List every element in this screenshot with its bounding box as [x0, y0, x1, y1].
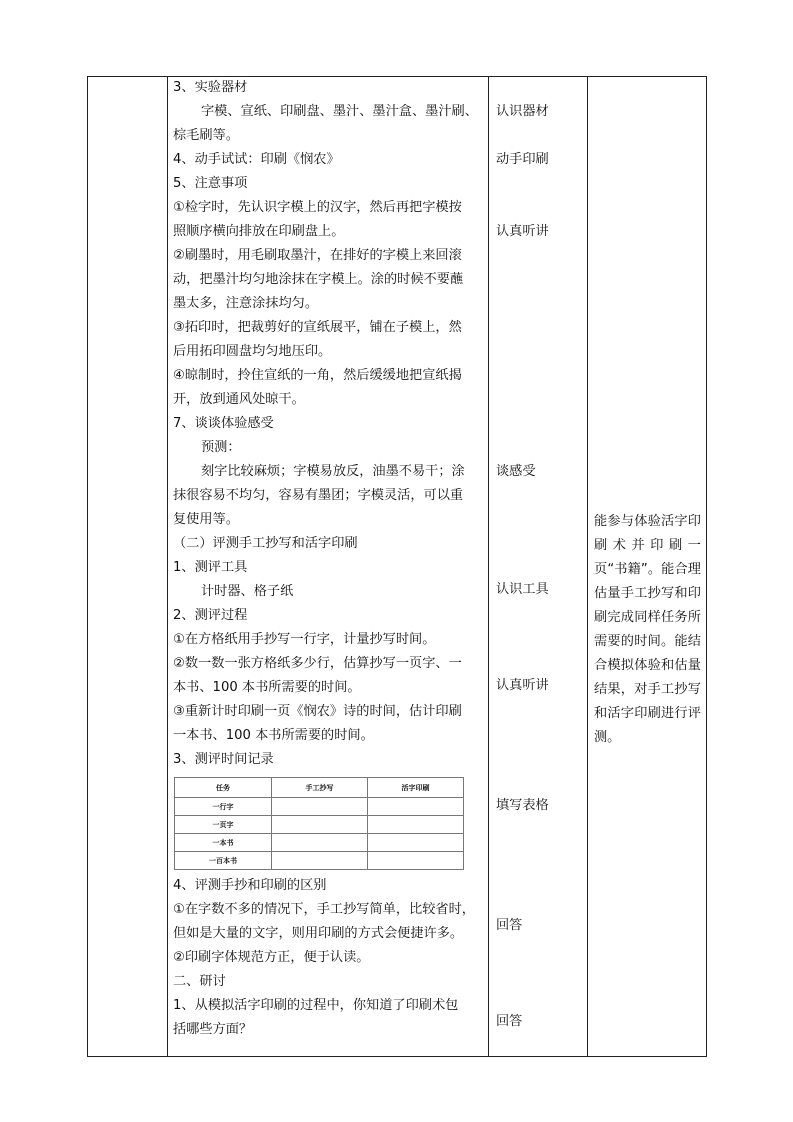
section-heading: 2、测评过程 — [173, 608, 248, 623]
text-line: ③重新计时印刷一页《悯农》诗的时间，估计印刷 — [173, 704, 462, 719]
activity-label: 回答 — [496, 918, 523, 933]
header-cell: 手工抄写 — [272, 778, 368, 798]
objective-text: 能参与体验活字印刷术并印刷一页“书籍”。能合理估量手工抄写和印刷完成同样任务所需要的时间。能结合模拟体验和估量结果，对手工抄写和活字印刷进行评测。 — [594, 514, 701, 745]
text-line: 预测： — [201, 440, 241, 455]
activity-label: 认真听讲 — [496, 224, 549, 239]
text-line: ②刷墨时，用毛刷取墨汁，在排好的字模上来回滚 — [173, 248, 462, 263]
text-line: ①在方格纸用手抄写一行字，计量抄写时间。 — [173, 632, 436, 647]
table-row — [175, 852, 464, 870]
text-line: 抹很容易不均匀，容易有墨团；字模灵活，可以重 — [173, 488, 464, 503]
row-label: 一本书 — [175, 834, 272, 852]
text-line: 后用拓印圆盘均匀地压印。 — [173, 344, 332, 359]
activity-label: 认真听讲 — [496, 678, 549, 693]
text-line: 1、从模拟活字印刷的过程中，你知道了印刷术包 — [173, 998, 459, 1013]
section-heading: 5、注意事项 — [173, 176, 248, 191]
text-line: 棕毛刷等。 — [173, 128, 239, 143]
text-line: 括哪些方面？ — [173, 1022, 253, 1037]
activity-label: 谈感受 — [496, 464, 536, 479]
column-divider — [167, 76, 168, 1057]
row-label: 一百本书 — [175, 852, 272, 870]
text-line: 照顺序横向排放在印刷盘上。 — [173, 224, 345, 239]
column-divider — [587, 76, 588, 1057]
empty-cell[interactable] — [272, 852, 368, 870]
table-row — [175, 834, 464, 852]
empty-cell[interactable] — [368, 852, 464, 870]
text-line: 本书、100 本书所需要的时间。 — [173, 680, 361, 695]
empty-cell[interactable] — [368, 834, 464, 852]
text-line: ③拓印时，把裁剪好的宣纸展平，铺在子模上，然 — [173, 320, 462, 335]
text-line: ④晾制时，拎住宣纸的一角，然后缓缓地把宣纸揭 — [173, 368, 462, 383]
text-line: 字模、宣纸、印刷盘、墨汁、墨汁盒、墨汁刷、 — [201, 104, 478, 119]
section-heading: （二）评测手工抄写和活字印刷 — [173, 536, 358, 551]
activity-label: 认识工具 — [496, 582, 549, 597]
empty-cell[interactable] — [272, 816, 368, 834]
text-line: 墨太多，注意涂抹均匀。 — [173, 296, 319, 311]
text-line: 动，把墨汁均匀地涂抹在字模上。涂的时候不要蘸 — [173, 272, 464, 287]
row-label: 一页字 — [175, 816, 272, 834]
section-heading: 1、测评工具 — [173, 560, 248, 575]
table-row — [175, 798, 464, 816]
column-divider — [488, 76, 489, 1057]
section-heading: 7、谈谈体验感受 — [173, 416, 274, 431]
table-row — [175, 816, 464, 834]
time-record-table — [174, 777, 464, 870]
text-line: 刻字比较麻烦；字模易放反，油墨不易干；涂 — [201, 464, 465, 479]
activity-label: 回答 — [496, 1014, 523, 1029]
empty-cell[interactable] — [368, 816, 464, 834]
header-cell: 任务 — [175, 778, 272, 798]
text-line: 计时器、格子纸 — [201, 584, 294, 599]
empty-cell[interactable] — [272, 798, 368, 816]
header-cell: 活字印刷 — [368, 778, 464, 798]
section-heading: 4、动手试试：印刷《悯农》 — [173, 152, 340, 167]
text-line: ①在字数不多的情况下，手工抄写简单，比较省时， — [173, 902, 475, 917]
text-line: 复使用等。 — [173, 512, 239, 527]
text-line: ②印刷字体规范方正，便于认读。 — [173, 950, 370, 965]
row-label: 一行字 — [175, 798, 272, 816]
section-heading: 4、评测手抄和印刷的区别 — [173, 878, 327, 893]
text-line: ①检字时，先认识字模上的汉字，然后再把字模按 — [173, 200, 462, 215]
text-line: 开，放到通风处晾干。 — [173, 392, 305, 407]
activity-label: 认识器材 — [496, 104, 549, 119]
section-heading: 3、测评时间记录 — [173, 752, 274, 767]
section-heading: 二、研讨 — [173, 974, 226, 989]
section-heading: 3、实验器材 — [173, 80, 248, 95]
activity-label: 填写表格 — [496, 798, 549, 813]
table-header-row — [175, 778, 464, 798]
empty-cell[interactable] — [368, 798, 464, 816]
text-line: 但如是大量的文字，则用印刷的方式会便捷许多。 — [173, 926, 464, 941]
empty-cell[interactable] — [272, 834, 368, 852]
activity-label: 动手印刷 — [496, 152, 549, 167]
text-line: 一本书、100 本书所需要的时间。 — [173, 728, 374, 743]
text-line: ②数一数一张方格纸多少行，估算抄写一页字、一 — [173, 656, 462, 671]
